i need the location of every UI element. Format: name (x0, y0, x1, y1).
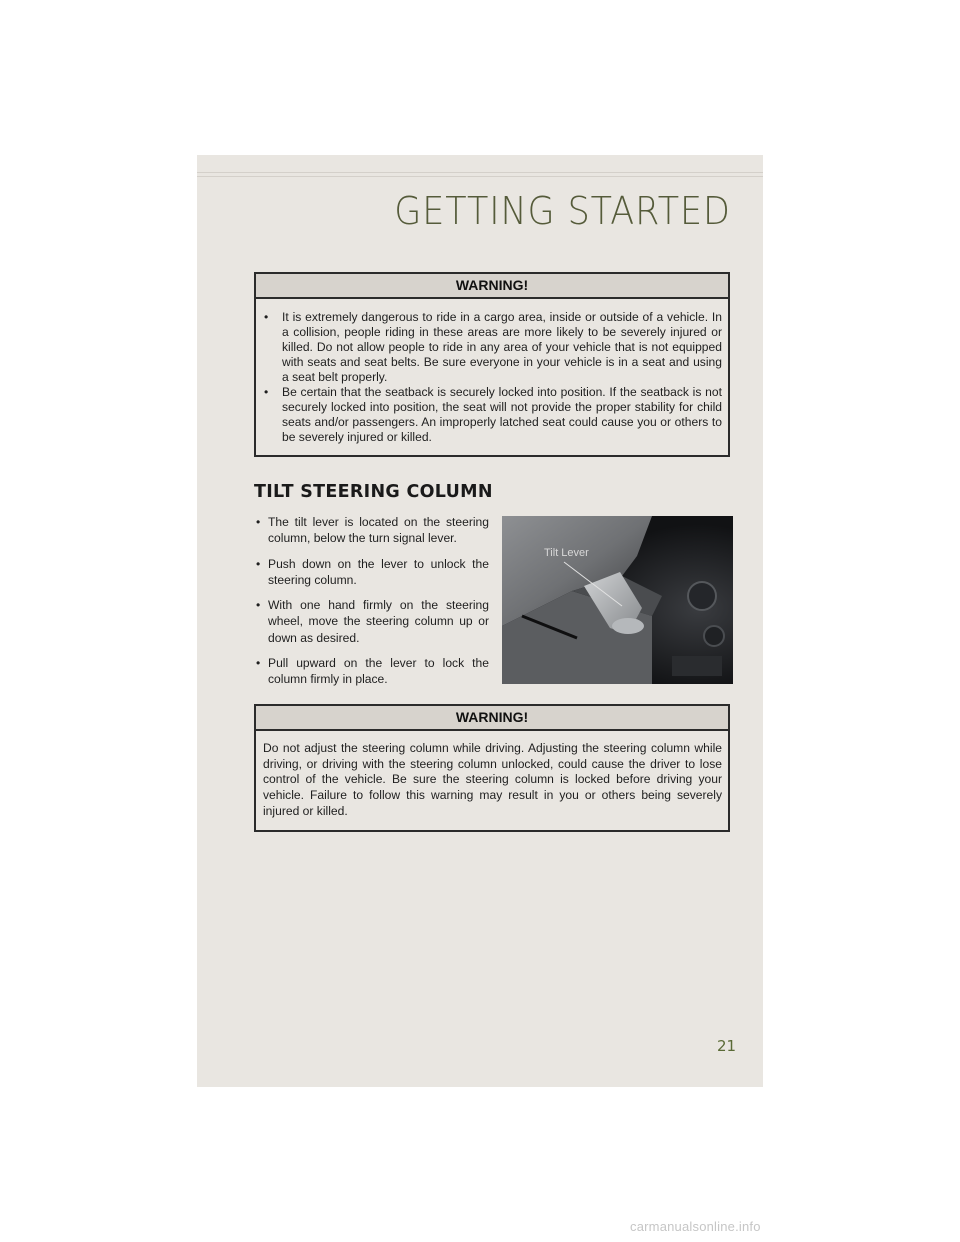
warning-title: WARNING! (256, 274, 728, 299)
step-text: With one hand firmly on the steering wheel, move the steering column up or down as desired. (268, 598, 489, 645)
step-text: Pull upward on the lever to lock the column firmly in place. (268, 656, 489, 687)
warning-list (263, 310, 722, 445)
warning-body (256, 299, 728, 455)
header-rule-top (197, 172, 763, 173)
bullet-icon: • (256, 556, 261, 571)
warning-item (263, 385, 722, 445)
step-item (255, 514, 489, 547)
step-item (255, 556, 489, 589)
bullet-icon: • (256, 515, 261, 529)
warning-body (256, 731, 728, 830)
warning-item-text: It is extremely dangerous to ride in a cargo area, inside or outside of a vehicle. In a collision, people riding in these areas are more likely to be severely injured or killed. Do not allow people to ride in any area of your vehicle that is not equipped with seats and seat belts. Be sure everyone in your vehicle is in a seat and using a seat belt properly. (282, 310, 722, 384)
step-item (255, 655, 489, 688)
warning-item (263, 310, 722, 385)
warning-paragraph: Do not adjust the steering column while driving. Adjusting the steering column while driving, or driving with the steering column unlocked, could cause the driver to lose control of the vehicle. Be sure the steering column is locked before driving your vehicle. Failure to follow this warning may result in you or others being severely injured or killed. (263, 741, 722, 818)
bullet-icon: • (256, 598, 261, 613)
step-text: Push down on the lever to unlock the steering column. (268, 556, 489, 587)
bullet-icon: • (256, 656, 261, 671)
warning-title: WARNING! (256, 706, 728, 731)
header-rule-bottom (197, 176, 763, 177)
bullet-icon: • (264, 385, 269, 399)
page-header: GETTING STARTED (394, 189, 731, 233)
step-text: The tilt lever is located on the steering column, below the turn signal lever. (268, 515, 489, 546)
page-number: 21 (717, 1037, 737, 1055)
tilt-lever-label: Tilt Lever (544, 547, 589, 559)
tilt-lever-photo (502, 516, 733, 684)
step-item (255, 597, 489, 646)
manual-page (197, 155, 763, 1087)
warning-item-text: Be certain that the seatback is securely locked into position. If the seatback is not securely locked into position, the seat will not provide the proper stability for child seats and/or passengers. An improperly latched seat could cause you or others to be severely injured or killed. (282, 385, 722, 444)
steering-column-illustration (502, 516, 733, 684)
section-heading: TILT STEERING COLUMN (254, 482, 493, 502)
watermark: carmanualsonline.info (630, 1219, 761, 1234)
steps-list (255, 514, 489, 697)
warning-box-steering (254, 704, 730, 832)
bullet-icon: • (264, 310, 269, 324)
warning-box-seating (254, 272, 730, 457)
